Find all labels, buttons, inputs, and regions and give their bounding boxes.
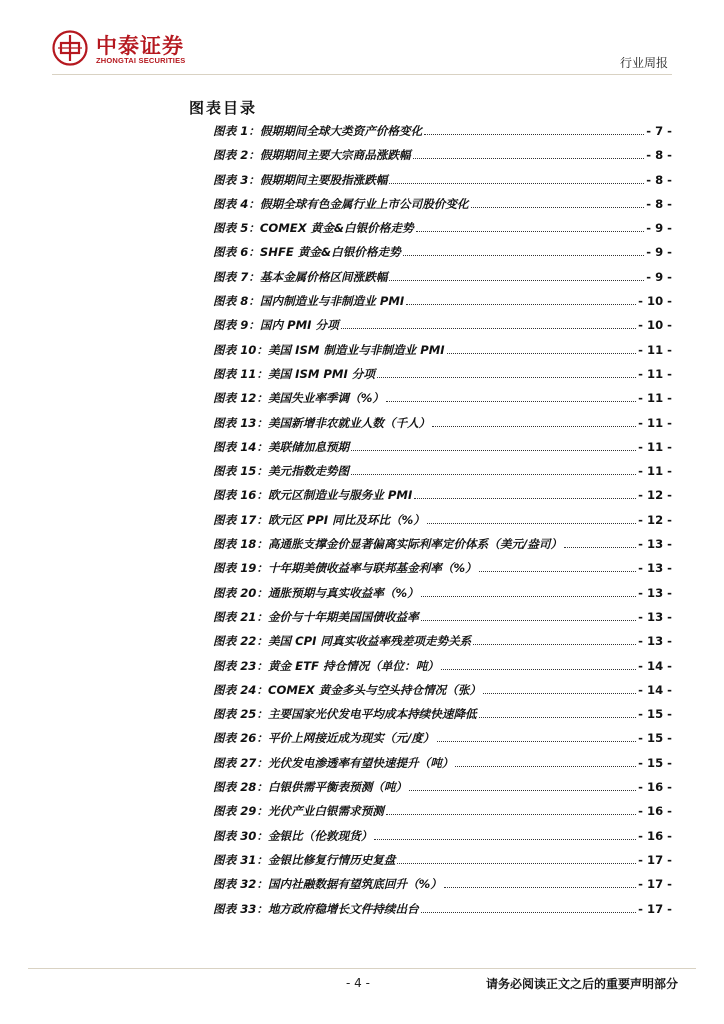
toc-dot-leader bbox=[377, 377, 636, 378]
toc-entry-page: - 8 - bbox=[646, 148, 672, 163]
toc-entry-page: - 16 - bbox=[638, 804, 672, 819]
toc-entry[interactable] bbox=[213, 366, 672, 390]
toc-entry-label: 图表 22：美国 CPI 同真实收益率残差项走势关系 bbox=[213, 634, 472, 649]
toc-entry-page: - 16 - bbox=[638, 780, 672, 795]
toc-entry-page: - 15 - bbox=[638, 707, 672, 722]
toc-entry-page: - 10 - bbox=[638, 318, 672, 333]
toc-dot-leader bbox=[564, 547, 636, 548]
toc-dot-leader bbox=[416, 231, 645, 232]
header-divider bbox=[52, 74, 672, 75]
toc-entry-label: 图表 13：美国新增非农就业人数（千人） bbox=[213, 415, 431, 430]
toc-entry[interactable] bbox=[213, 244, 672, 268]
toc-entry[interactable] bbox=[213, 463, 672, 487]
toc-entry-label: 图表 23：黄金 ETF 持仓情况（单位：吨） bbox=[213, 658, 439, 673]
toc-entry-label: 图表 31：金银比修复行情历史复盘 bbox=[213, 852, 396, 867]
toc-entry-label: 图表 19：十年期美债收益率与联邦基金利率（%） bbox=[213, 561, 477, 576]
toc-entry-label: 图表 24：COMEX 黄金多头与空头持仓情况（张） bbox=[213, 682, 482, 697]
toc-entry-label: 图表 3：假期期间主要股指涨跌幅 bbox=[213, 172, 388, 187]
toc-entry[interactable] bbox=[213, 585, 672, 609]
toc-entry-page: - 11 - bbox=[638, 366, 672, 381]
toc-dot-leader bbox=[386, 814, 636, 815]
toc-entry-page: - 15 - bbox=[638, 755, 672, 770]
toc-entry-label: 图表 6：SHFE 黄金&白银价格走势 bbox=[213, 245, 401, 260]
toc-dot-leader bbox=[403, 255, 645, 256]
toc-entry[interactable] bbox=[213, 876, 672, 900]
toc-entry-page: - 11 - bbox=[638, 342, 672, 357]
toc-entry-page: - 11 - bbox=[638, 439, 672, 454]
toc-entry-label: 图表 27：光伏发电渗透率有望快速提升（吨） bbox=[213, 755, 454, 770]
toc-entry-page: - 13 - bbox=[638, 609, 672, 624]
toc-entry-label: 图表 8：国内制造业与非制造业 PMI bbox=[213, 294, 405, 309]
toc-entry[interactable] bbox=[213, 633, 672, 657]
toc-entry-page: - 10 - bbox=[638, 294, 672, 309]
toc-entry-page: - 11 - bbox=[638, 464, 672, 479]
toc-entry-page: - 13 - bbox=[638, 634, 672, 649]
toc-entry-label: 图表 5：COMEX 黄金&白银价格走势 bbox=[213, 221, 414, 236]
toc-entry[interactable] bbox=[213, 390, 672, 414]
toc-entry[interactable] bbox=[213, 293, 672, 317]
toc-dot-leader bbox=[455, 766, 636, 767]
toc-entry-label: 图表 12：美国失业率季调（%） bbox=[213, 391, 384, 406]
toc-dot-leader bbox=[444, 887, 636, 888]
toc-entry-page: - 13 - bbox=[638, 537, 672, 552]
toc-entry-page: - 11 - bbox=[638, 391, 672, 406]
toc-entry[interactable] bbox=[213, 342, 672, 366]
toc-entry-label: 图表 11：美国 ISM PMI 分项 bbox=[213, 366, 375, 381]
toc-entry-label: 图表 17：欧元区 PPI 同比及环比（%） bbox=[213, 512, 425, 527]
toc-dot-leader bbox=[437, 741, 637, 742]
toc-entry[interactable] bbox=[213, 123, 672, 147]
page-number: - 4 - bbox=[346, 976, 370, 990]
toc-dot-leader bbox=[389, 280, 644, 281]
toc-dot-leader bbox=[341, 328, 636, 329]
toc-list bbox=[213, 123, 672, 925]
toc-dot-leader bbox=[471, 207, 645, 208]
toc-entry-label: 图表 7：基本金属价格区间涨跌幅 bbox=[213, 269, 388, 284]
logo-english-name: ZHONGTAI SECURITIES bbox=[96, 56, 186, 65]
toc-dot-leader bbox=[386, 401, 636, 402]
toc-entry-page: - 17 - bbox=[638, 852, 672, 867]
toc-entry-page: - 14 - bbox=[638, 658, 672, 673]
toc-entry-label: 图表 33：地方政府稳增长文件持续出台 bbox=[213, 901, 419, 916]
footer-divider bbox=[28, 968, 696, 969]
toc-entry[interactable] bbox=[213, 730, 672, 754]
toc-entry-page: - 7 - bbox=[646, 124, 672, 138]
toc-entry-label: 图表 20：通胀预期与真实收益率（%） bbox=[213, 585, 419, 600]
toc-entry-label: 图表 29：光伏产业白银需求预测 bbox=[213, 804, 384, 819]
toc-dot-leader bbox=[432, 426, 636, 427]
toc-entry[interactable] bbox=[213, 560, 672, 584]
toc-dot-leader bbox=[421, 620, 636, 621]
toc-entry[interactable] bbox=[213, 803, 672, 827]
toc-entry[interactable] bbox=[213, 512, 672, 536]
zhongtai-logo-icon bbox=[52, 30, 88, 66]
toc-entry[interactable] bbox=[213, 706, 672, 730]
footer-disclaimer: 请务必阅读正文之后的重要声明部分 bbox=[485, 977, 678, 991]
toc-dot-leader bbox=[389, 183, 644, 184]
toc-entry[interactable] bbox=[213, 852, 672, 876]
toc-dot-leader bbox=[421, 596, 636, 597]
toc-dot-leader bbox=[414, 498, 636, 499]
toc-entry-label: 图表 1：假期期间全球大类资产价格变化 bbox=[213, 124, 423, 138]
toc-entry[interactable] bbox=[213, 755, 672, 779]
toc-entry[interactable] bbox=[213, 269, 672, 293]
toc-entry[interactable] bbox=[213, 172, 672, 196]
toc-entry[interactable] bbox=[213, 147, 672, 171]
toc-dot-leader bbox=[483, 693, 636, 694]
toc-entry[interactable] bbox=[213, 901, 672, 925]
toc-dot-leader bbox=[441, 669, 636, 670]
toc-entry-label: 图表 16：欧元区制造业与服务业 PMI bbox=[213, 488, 413, 503]
toc-dot-leader bbox=[473, 644, 636, 645]
toc-dot-leader bbox=[421, 912, 636, 913]
company-logo bbox=[52, 28, 227, 68]
toc-entry[interactable] bbox=[213, 220, 672, 244]
toc-entry[interactable] bbox=[213, 196, 672, 220]
toc-entry-label: 图表 28：白银供需平衡表预测（吨） bbox=[213, 780, 408, 795]
toc-entry-label: 图表 18：高通胀支撑金价显著偏离实际利率定价体系（美元/盎司） bbox=[213, 537, 563, 552]
toc-entry-page: - 14 - bbox=[638, 682, 672, 697]
toc-dot-leader bbox=[479, 717, 637, 718]
toc-entry-page: - 15 - bbox=[638, 731, 672, 746]
report-type-label: 行业周报 bbox=[619, 56, 668, 70]
toc-dot-leader bbox=[427, 523, 636, 524]
toc-entry-page: - 17 - bbox=[638, 877, 672, 892]
toc-entry[interactable] bbox=[213, 439, 672, 463]
toc-entry-label: 图表 25：主要国家光伏发电平均成本持续快速降低 bbox=[213, 707, 477, 722]
toc-entry-page: - 13 - bbox=[638, 585, 672, 600]
toc-dot-leader bbox=[447, 353, 637, 354]
toc-entry[interactable] bbox=[213, 658, 672, 682]
toc-entry-page: - 9 - bbox=[646, 245, 672, 260]
toc-entry[interactable] bbox=[213, 779, 672, 803]
toc-entry-label: 图表 10：美国 ISM 制造业与非制造业 PMI bbox=[213, 342, 445, 357]
toc-entry[interactable] bbox=[213, 536, 672, 560]
toc-entry-page: - 8 - bbox=[646, 172, 672, 187]
toc-dot-leader bbox=[424, 134, 644, 135]
toc-entry-page: - 13 - bbox=[638, 561, 672, 576]
toc-entry-label: 图表 9：国内 PMI 分项 bbox=[213, 318, 339, 333]
toc-entry[interactable] bbox=[213, 415, 672, 439]
toc-entry-label: 图表 2：假期期间主要大宗商品涨跌幅 bbox=[213, 148, 411, 163]
toc-entry-label: 图表 26：平价上网接近成为现实（元/度） bbox=[213, 731, 435, 746]
toc-entry-page: - 8 - bbox=[646, 196, 672, 211]
toc-dot-leader bbox=[351, 474, 636, 475]
toc-dot-leader bbox=[374, 839, 636, 840]
toc-entry[interactable] bbox=[213, 828, 672, 852]
toc-entry-label: 图表 15：美元指数走势图 bbox=[213, 464, 350, 479]
toc-entry-label: 图表 14：美联储加息预期 bbox=[213, 439, 350, 454]
toc-entry-page: - 9 - bbox=[646, 269, 672, 284]
toc-dot-leader bbox=[413, 158, 645, 159]
toc-entry-page: - 12 - bbox=[638, 512, 672, 527]
toc-dot-leader bbox=[479, 571, 636, 572]
toc-entry-label: 图表 4：假期全球有色金属行业上市公司股价变化 bbox=[213, 196, 469, 211]
toc-entry[interactable] bbox=[213, 609, 672, 633]
toc-entry-page: - 12 - bbox=[638, 488, 672, 503]
toc-entry-page: - 16 - bbox=[638, 828, 672, 843]
toc-entry-label: 图表 21：金价与十年期美国国债收益率 bbox=[213, 609, 419, 624]
toc-entry[interactable] bbox=[213, 317, 672, 341]
toc-dot-leader bbox=[397, 863, 636, 864]
toc-entry[interactable] bbox=[213, 487, 672, 511]
toc-dot-leader bbox=[409, 790, 636, 791]
toc-entry-page: - 9 - bbox=[646, 221, 672, 236]
toc-entry-label: 图表 30：金银比（伦敦现货） bbox=[213, 828, 373, 843]
toc-dot-leader bbox=[351, 450, 636, 451]
toc-title: 图表目录 bbox=[189, 99, 258, 117]
toc-entry-page: - 17 - bbox=[638, 901, 672, 916]
toc-entry-label: 图表 32：国内社融数据有望筑底回升（%） bbox=[213, 877, 442, 892]
toc-entry[interactable] bbox=[213, 682, 672, 706]
logo-chinese-name: 中泰证券 bbox=[96, 34, 184, 58]
toc-entry-page: - 11 - bbox=[638, 415, 672, 430]
toc-dot-leader bbox=[406, 304, 636, 305]
